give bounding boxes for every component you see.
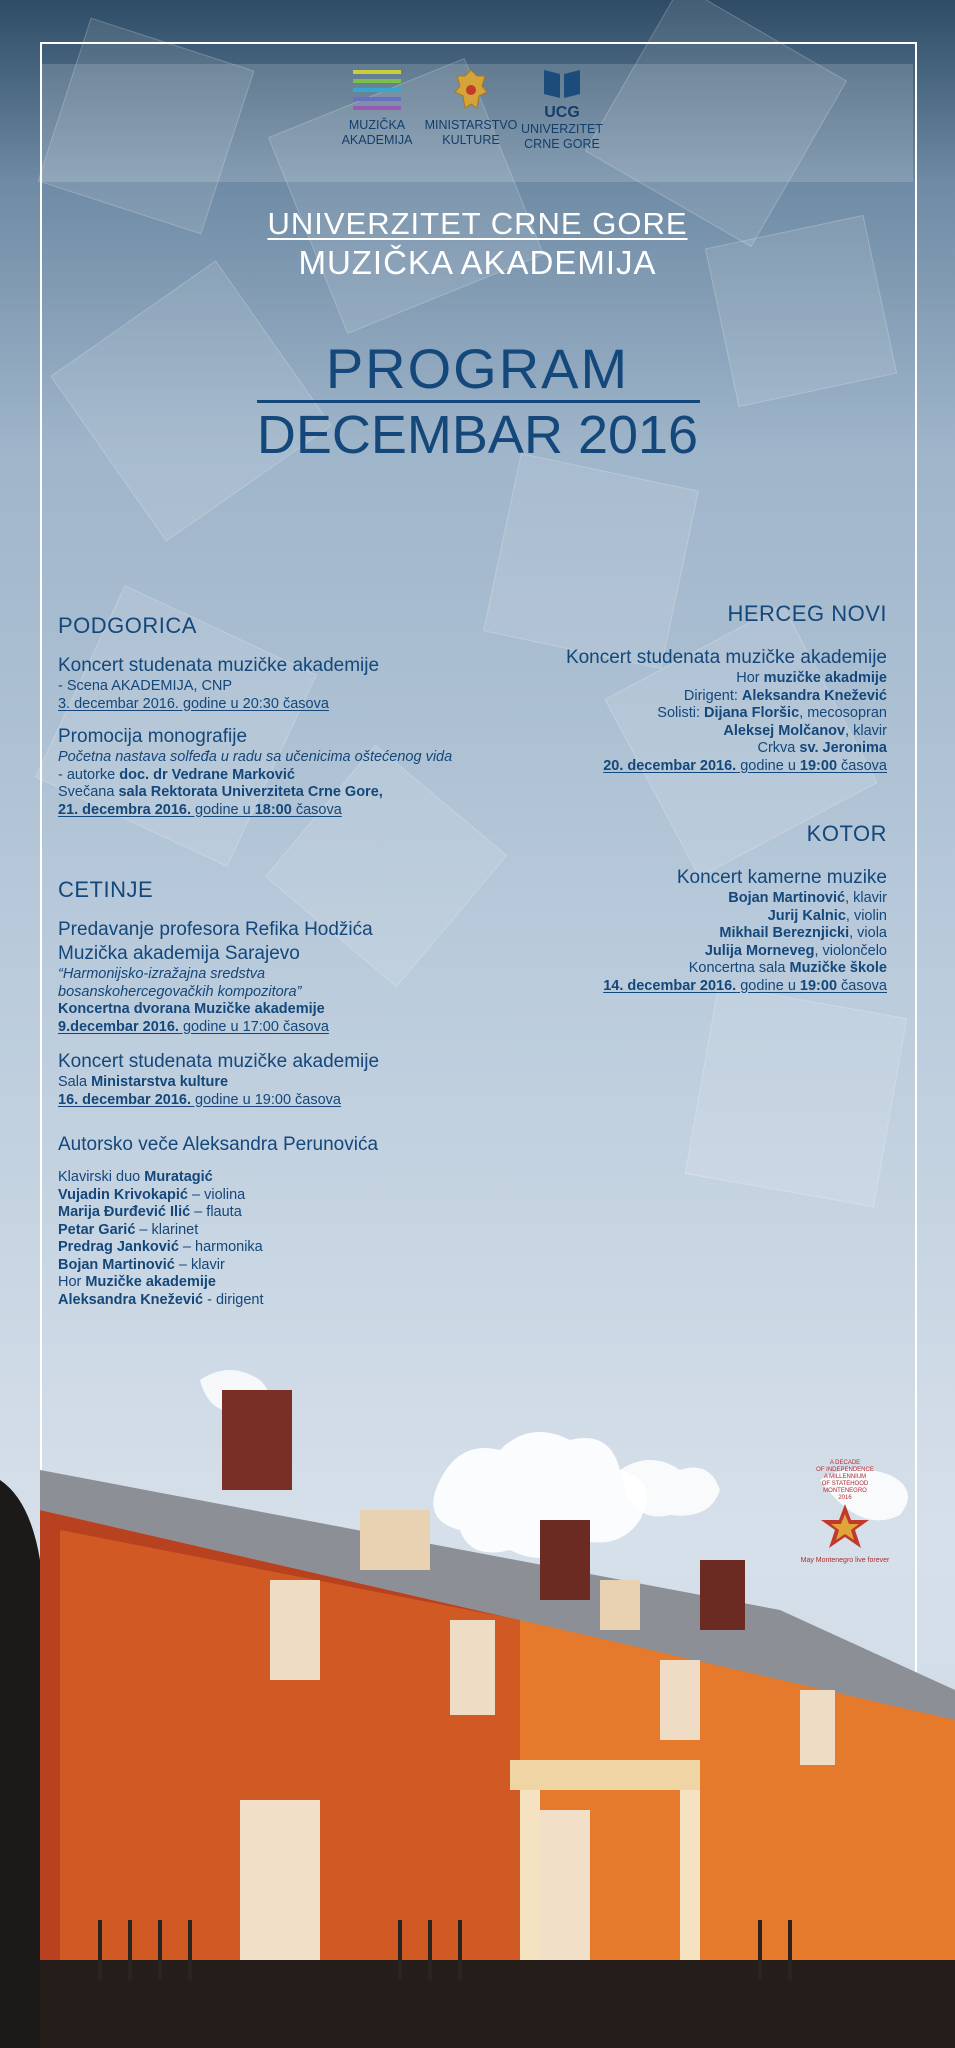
ucg-logo [520,66,604,152]
event-title: Autorsko veče Aleksandra Perunovića [58,1134,379,1155]
program-title: PROGRAM [325,337,630,400]
event-subtitle: Početna nastava solfeđa u radu sa učenicima oštećenog vida [58,749,453,765]
independence-emblem: A DECADE OF INDEPENDENCE A MILLENNIUM OF STATEHOOD MONTENEGRO 2016 May Montenegro live forever [790,1460,900,1564]
logo-label: MUZIČKA AKADEMIJA [341,118,413,147]
kotor-section: KOTOR Koncert kamerne muzike Bojan Martinović, klavir Jurij Kalnic, violin Mikhail Bereznjicki, viola Julija Morneveg, violončelo Koncertna sala Muzičke škole 14. decembar 2016. godine u 19:00 časova [427,820,887,995]
event-date: 21. decembra 2016. godine u 18:00 časova [58,801,342,818]
event-date: 16. decembar 2016. godine u 19:00 časova [58,1091,341,1108]
performer-line: Julija Morneveg, violončelo [704,942,887,959]
performer-line: Jurij Kalnic, violin [767,907,887,924]
event-date: 20. decembar 2016. godine u 19:00 časova [603,757,887,774]
city-heading: KOTOR [806,821,887,846]
star-emblem-icon [815,1502,875,1552]
coat-of-arms-icon [447,66,495,114]
university-title: UNIVERZITET CRNE GORE [267,206,688,241]
event-title: Muzička akademija Sarajevo [58,943,300,964]
performer-line: Aleksandra Knežević - dirigent [58,1291,264,1308]
event-title: Promocija monografije [58,726,248,747]
event-title: Koncert studenata muzičke akademije [58,1051,380,1072]
performer-line: Hor Muzičke akademije [58,1274,216,1290]
logo-label: UNIVERZITET CRNE GORE [521,122,603,151]
event-date: 3. decembar 2016. godine u 20:30 časova [58,695,329,712]
city-heading: CETINJE [58,877,154,902]
muzicka-akademija-logo [332,66,422,148]
city-heading: HERCEG NOVI [727,601,887,626]
event-title: Koncert kamerne muzike [676,867,887,888]
event-title: Predavanje profesora Refika Hodžića [58,919,373,940]
event-date: 14. decembar 2016. godine u 19:00 časova [603,977,887,994]
performer-line: Petar Garić – klarinet [58,1221,199,1238]
performer-line: Predrag Janković – harmonika [58,1239,263,1255]
podgorica-section: PODGORICA Koncert studenata muzičke akademije - Scena AKADEMIJA, CNP 3. decembar 2016. godine u 20:30 časova Promocija monografije Početna nastava solfeđa u radu sa učenicima oštećenog vida - autorke doc. dr Vedrane Marković Svečana sala Rektorata Univerziteta Crne Gore, 21. decembra 2016. godine u 18:00 časova [58,612,518,819]
cetinje-section: CETINJE Predavanje profesora Refika Hodžića Muzička akademija Sarajevo “Harmonijsko-izražajna sredstva bosanskohercegovačkih kompozitora” Koncertna dvorana Muzičke akademije 9.decembar 2016. godine u 17:00 časova Koncert studenata muzičke akademije Sala Ministarstva kulture 16. decembar 2016. godine u 19:00 časova Autorsko veče Aleksandra Perunovića Klavirski duo Muratagić Vujadin Krivokapić – violina Marija Đurđević Ilić – flauta Petar Garić – klarinet Predrag Janković – harmonika Bojan Martinović – klavir Hor Muzičke akademije Aleksandra Knežević - dirigent [58,876,518,1309]
performer-line: Bojan Martinović – klavir [58,1256,225,1273]
emblem-slogan: May Montenegro live forever [800,1557,890,1564]
performer-line: Vujadin Krivokapić – violina [58,1186,246,1203]
title-divider [257,400,700,403]
rainbow-lines-icon [353,66,401,114]
open-book-icon [540,66,584,100]
performer-line: Marija Đurđević Ilić – flauta [58,1204,242,1220]
performer-line: Mikhail Bereznjicki, viola [719,925,887,941]
performer-line: Bojan Martinović, klavir [728,890,887,906]
event-date: 9.decembar 2016. godine u 17:00 časova [58,1018,329,1035]
herceg-novi-section: HERCEG NOVI Koncert studenata muzičke akademije Hor muzičke akadmije Dirigent: Aleksandra Knežević Solisti: Dijana Floršic, mecosopran Aleksej Molčanov, klavir Crkva sv. Jeronima 20. decembar 2016. godine u 19:00 časova [427,600,887,775]
logo-label: MINISTARSTVO KULTURE [424,118,518,147]
performer-line: Klavirski duo Muratagić [58,1169,213,1185]
month-title: DECEMBAR 2016 [256,405,699,465]
ministarstvo-kulture-logo [423,66,519,148]
city-heading: PODGORICA [58,613,197,638]
ucg-abbr: UCG [544,104,580,121]
academy-title: MUZIČKA AKADEMIJA [298,244,657,281]
event-title: Koncert studenata muzičke akademije [58,655,380,676]
event-title: Koncert studenata muzičke akademije [565,647,887,668]
